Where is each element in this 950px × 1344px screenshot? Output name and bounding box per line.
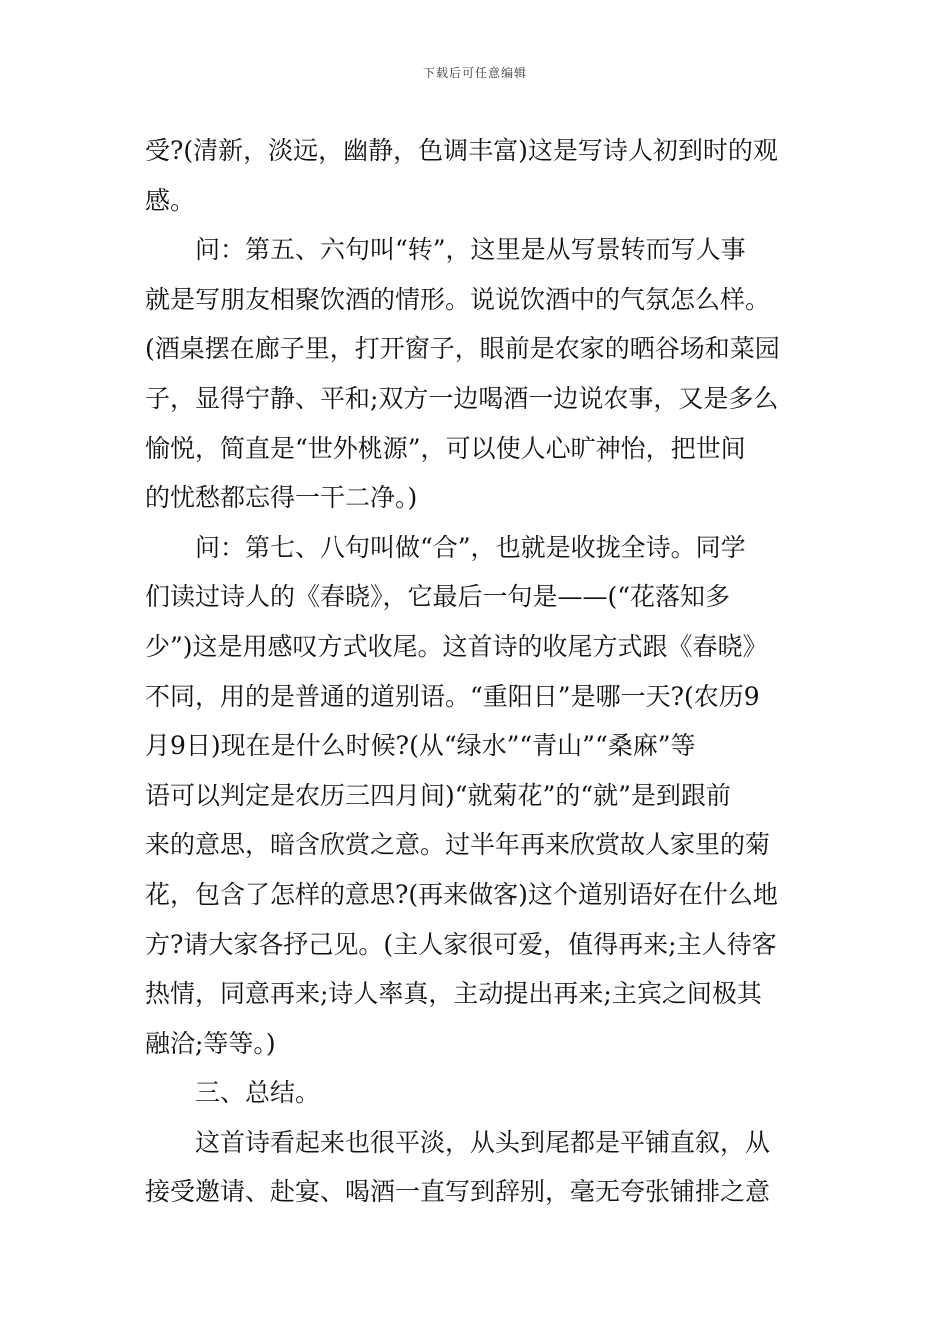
text-line: 花，包含了怎样的意思?(再来做客)这个道别语好在什么地 (145, 879, 778, 909)
text-line: 子，显得宁静、平和;双方一边喝酒一边说农事，又是多么 (145, 383, 779, 413)
document-body (145, 126, 807, 1217)
text-line: 不同，用的是普通的道别语。“重阳日”是哪一天?(农历9 (145, 681, 760, 711)
text-line: 问：第七、八句叫做“合”，也就是收拢全诗。同学 (195, 532, 746, 562)
text-line: 愉悦，简直是“世外桃源”，可以使人心旷神怡，把世间 (145, 433, 746, 463)
text-line: 语可以判定是农历三四月间)“就菊花”的“就”是到跟前 (145, 780, 731, 810)
page-header: 下载后可任意编辑 (422, 66, 527, 80)
text-line: 就是写朋友相聚饮酒的情形。说说饮酒中的气氛怎么样。 (145, 284, 771, 314)
text-line: (酒桌摆在廊子里，打开窗子，眼前是农家的晒谷场和菜园 (145, 334, 780, 364)
text-line: 们读过诗人的《春晓》，它最后一句是——(“花落知多 (145, 582, 731, 612)
text-line: 受?(清新，淡远，幽静，色调丰富)这是写诗人初到时的观 (145, 136, 778, 165)
text-line: 感。 (145, 185, 196, 215)
text-line: 接受邀请、赴宴、喝酒一直写到辞别，毫无夸张铺排之意 (145, 1177, 771, 1207)
text-line: 问：第五、六句叫“转”，这里是从写景转而写人事 (195, 235, 746, 265)
text-line: 方?请大家各抒己见。(主人家很可爱，值得再来;主人待客 (145, 929, 777, 959)
section-heading: 三、总结。 (195, 1078, 321, 1108)
text-line: 月9日)现在是什么时候?(从“绿水”“青山”“桑麻”等 (145, 731, 696, 761)
text-line: 来的意思，暗含欣赏之意。过半年再来欣赏故人家里的菊 (145, 830, 771, 860)
text-line: 热情，同意再来;诗人率真，主动提出再来;主宾之间极其 (145, 979, 762, 1009)
text-line: 这首诗看起来也很平淡，从头到尾都是平铺直叙，从 (195, 1127, 771, 1157)
text-line: 融洽;等等。) (145, 1028, 276, 1058)
text-line: 的忧愁都忘得一干二净。) (145, 483, 418, 513)
text-line: 少”)这是用感叹方式收尾。这首诗的收尾方式跟《春晓》 (145, 631, 768, 661)
